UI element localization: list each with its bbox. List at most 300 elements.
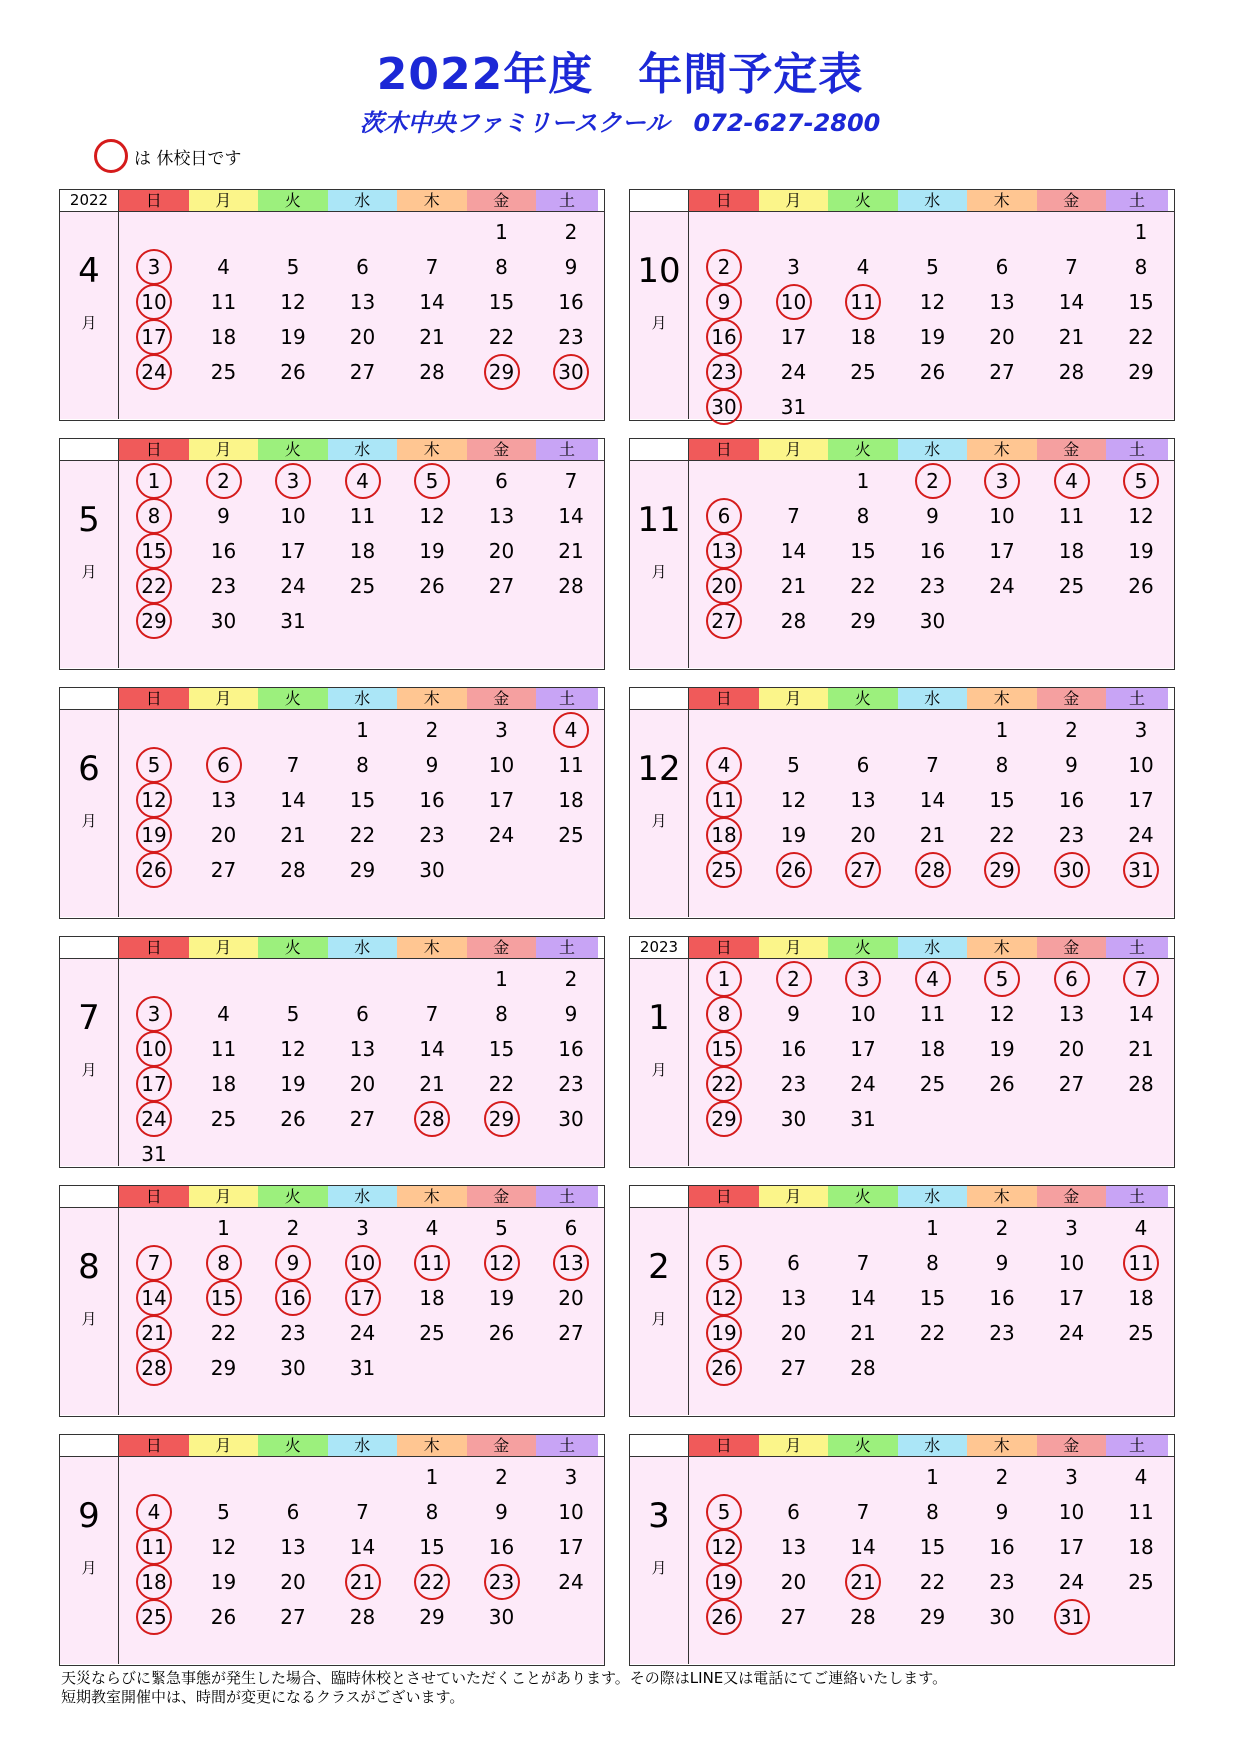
calendar-date: 21 [280,823,306,847]
month-kanji: 月 [651,1061,667,1079]
calendar-date: 15 [1128,290,1154,314]
weekday-cell: 木 [967,439,1037,460]
red-circle-icon [94,139,128,173]
month-calendar [629,1185,1175,1417]
holiday-date: 12 [134,783,174,817]
notes [61,1669,947,1707]
calendar-date: 4 [425,1216,439,1240]
calendar-date: 28 [419,360,445,384]
holiday-date: 13 [704,534,744,568]
legend [94,138,241,174]
holiday-date: 10 [343,1246,383,1280]
calendar-date: 2 [1065,718,1078,742]
calendar-date: 8 [926,1500,939,1524]
holiday-date: 29 [134,604,174,638]
weekday-cell: 日 [119,688,189,709]
calendar-date: 11 [1128,1500,1154,1524]
calendar-date: 11 [1058,504,1085,528]
calendar-date: 8 [1134,255,1148,279]
holiday-date: 21 [343,1565,383,1599]
weekday-cell: 日 [119,439,189,460]
holiday-date: 4 [551,713,591,747]
weekday-cell: 水 [328,190,398,211]
weekday-cell: 火 [828,688,898,709]
weekday-header [630,1186,1174,1208]
month-number: 3 [648,1496,670,1536]
weekday-cell: 金 [1037,937,1107,958]
weekday-header [60,688,604,710]
calendar-date: 21 [419,1072,445,1096]
weekday-cell: 金 [467,688,537,709]
year-label [60,937,119,958]
calendar-date: 16 [558,290,584,314]
weekday-cell: 土 [1106,190,1168,211]
month-label [60,959,119,1166]
weekday-cell: 火 [258,688,328,709]
calendar-date: 15 [349,788,376,812]
calendar-date: 14 [1058,290,1085,314]
calendar-date: 26 [1128,574,1154,598]
calendar-date: 25 [919,1072,946,1096]
calendar-date: 1 [495,967,508,991]
calendar-date: 31 [850,1107,876,1131]
calendar-date: 10 [850,1002,876,1026]
month-label [60,1208,119,1415]
holiday-date: 11 [412,1246,452,1280]
calendar-date: 17 [850,1037,876,1061]
calendar-date: 10 [1058,1500,1085,1524]
calendar-date: 18 [349,539,376,563]
calendar-date: 23 [919,574,946,598]
calendar-date: 16 [419,788,445,812]
calendar-date: 13 [349,1037,376,1061]
calendar-date: 9 [926,504,939,528]
weekday-cell: 土 [536,1435,598,1456]
calendar-date: 30 [280,1356,306,1380]
month-calendar [59,936,605,1168]
calendar-date: 28 [1128,1072,1154,1096]
month-body [60,212,604,419]
calendar-date: 17 [558,1535,584,1559]
calendar-date: 30 [419,858,445,882]
weekday-header [60,439,604,461]
calendar-date: 26 [919,360,946,384]
calendar-date: 26 [488,1321,515,1345]
month-calendar [59,1434,605,1666]
month-number: 7 [78,998,100,1038]
calendar-date: 5 [217,1500,230,1524]
calendar-date: 13 [349,290,376,314]
holiday-date: 12 [482,1246,522,1280]
holiday-date: 19 [134,818,174,852]
calendar-date: 23 [419,823,445,847]
calendar-date: 25 [210,360,237,384]
calendar-date: 23 [989,1570,1015,1594]
year-label [60,439,119,460]
calendar-date: 24 [558,1570,584,1594]
holiday-date: 20 [704,569,744,603]
weekday-cell: 月 [189,1186,259,1207]
holiday-date: 26 [134,853,174,887]
calendar-date: 14 [780,539,807,563]
calendar-date: 28 [1058,360,1085,384]
holiday-date: 15 [134,534,174,568]
calendar-date: 1 [1134,220,1148,244]
weekday-cell: 土 [1106,688,1168,709]
holiday-date: 2 [704,250,744,284]
calendar-date: 28 [850,1605,876,1629]
calendar-date: 24 [488,823,515,847]
month-number: 12 [637,749,681,789]
holiday-date: 4 [134,1495,174,1529]
holiday-date: 10 [134,1032,174,1066]
calendar-date: 19 [280,1072,306,1096]
holiday-date: 2 [913,464,953,498]
holiday-date: 22 [704,1067,744,1101]
calendar-date: 14 [419,290,445,314]
calendar-date: 29 [210,1356,237,1380]
calendar-date: 1 [356,718,369,742]
month-calendar [629,936,1175,1168]
calendar-date: 28 [349,1605,376,1629]
calendar-date: 10 [1128,753,1154,777]
calendar-date: 20 [989,325,1015,349]
calendar-date: 8 [995,753,1009,777]
calendar-date: 3 [1134,718,1148,742]
calendar-date: 15 [488,290,515,314]
calendar-date: 7 [425,1002,439,1026]
calendar-date: 13 [280,1535,306,1559]
holiday-date: 28 [913,853,953,887]
calendar-date: 4 [1134,1216,1148,1240]
calendar-date: 26 [989,1072,1015,1096]
calendar-date: 19 [488,1286,515,1310]
holiday-date: 5 [982,962,1022,996]
calendar-date: 17 [1058,1535,1085,1559]
weekday-cell: 土 [1106,1435,1168,1456]
calendar-date: 14 [419,1037,445,1061]
calendar-date: 24 [280,574,306,598]
calendar-date: 15 [989,788,1015,812]
calendar-date: 12 [780,788,807,812]
weekday-cell: 火 [828,1435,898,1456]
weekday-cell: 木 [967,688,1037,709]
weekday-cell: 水 [898,688,968,709]
holiday-date: 19 [704,1565,744,1599]
weekday-cell: 木 [967,1435,1037,1456]
month-kanji: 月 [651,1559,667,1577]
holiday-date: 22 [134,569,174,603]
note-line: 天災ならびに緊急事態が発生した場合、臨時休校とさせていただくことがあります。その際はLINE又は電話にてご連絡いたします。 [61,1669,948,1687]
weekday-cell: 木 [967,190,1037,211]
calendar-date: 26 [419,574,445,598]
month-label [630,1208,689,1415]
month-body [630,1457,1174,1664]
calendar-date: 6 [787,1251,800,1275]
holiday-date: 23 [704,355,744,389]
calendar-date: 6 [564,1216,578,1240]
calendar-date: 30 [210,609,237,633]
weekday-header [60,1435,604,1457]
holiday-date: 12 [704,1530,744,1564]
calendar-date: 27 [780,1605,807,1629]
weekday-cell: 火 [258,439,328,460]
month-calendar [59,189,605,421]
holiday-date: 29 [982,853,1022,887]
weekday-header [630,190,1174,212]
calendar-date: 9 [787,1002,800,1026]
calendar-date: 26 [210,1605,237,1629]
calendar-date: 31 [780,395,807,419]
calendar-date: 18 [1128,1535,1154,1559]
holiday-date: 6 [704,499,744,533]
month-kanji: 月 [651,812,667,830]
calendar-date: 6 [787,1500,800,1524]
year-label [60,1435,119,1456]
calendar-date: 28 [780,609,807,633]
calendar-date: 3 [356,1216,369,1240]
weekday-header [630,688,1174,710]
month-body [60,1208,604,1415]
calendar-date: 7 [286,753,300,777]
calendar-date: 9 [995,1251,1009,1275]
weekday-header [630,1435,1174,1457]
calendar-date: 16 [558,1037,584,1061]
calendar-date: 11 [210,290,237,314]
month-number: 4 [78,251,100,291]
calendar-date: 19 [780,823,807,847]
month-calendar [59,1185,605,1417]
calendar-date: 15 [919,1535,946,1559]
calendar-date: 11 [558,753,584,777]
calendar-date: 9 [564,255,578,279]
month-calendar [629,1434,1175,1666]
month-kanji: 月 [81,1559,97,1577]
calendar-date: 24 [1058,1570,1085,1594]
calendar-date: 12 [280,290,306,314]
weekday-cell: 水 [328,1186,398,1207]
calendar-date: 12 [989,1002,1015,1026]
calendar-date: 21 [919,823,946,847]
month-body [630,461,1174,668]
weekday-cell: 火 [828,937,898,958]
calendar-date: 20 [850,823,876,847]
calendar-date: 30 [919,609,946,633]
holiday-date: 5 [412,464,452,498]
holiday-date: 16 [704,320,744,354]
calendar-date: 24 [349,1321,376,1345]
calendar-date: 27 [1058,1072,1085,1096]
calendar-date: 12 [919,290,946,314]
weekday-cell: 水 [328,688,398,709]
weekday-cell: 日 [119,190,189,211]
calendar-date: 3 [495,718,508,742]
holiday-date: 26 [704,1600,744,1634]
month-number: 10 [637,251,681,291]
month-body [630,1208,1174,1415]
year-label [60,1186,119,1207]
calendar-date: 25 [1128,1570,1154,1594]
weekday-cell: 金 [1037,190,1107,211]
holiday-date: 2 [774,962,814,996]
weekday-cell: 土 [536,688,598,709]
holiday-date: 11 [1121,1246,1161,1280]
weekday-cell: 日 [689,1186,759,1207]
calendar-date: 22 [488,325,515,349]
weekday-cell: 月 [759,688,829,709]
calendar-date: 1 [926,1465,939,1489]
weekday-cell: 日 [689,1435,759,1456]
calendar-date: 11 [919,1002,946,1026]
weekday-cell: 水 [898,190,968,211]
holiday-date: 27 [704,604,744,638]
calendar-date: 19 [280,325,306,349]
calendar-date: 15 [419,1535,445,1559]
calendar-date: 23 [558,325,584,349]
calendar-date: 29 [1128,360,1154,384]
calendar-date: 10 [488,753,515,777]
weekday-cell: 木 [967,1186,1037,1207]
holiday-date: 3 [982,464,1022,498]
holiday-date: 3 [843,962,883,996]
calendar-date: 20 [558,1286,584,1310]
calendar-date: 16 [989,1286,1015,1310]
holiday-date: 5 [134,748,174,782]
holiday-date: 23 [482,1565,522,1599]
month-label [60,1457,119,1664]
calendar-date: 7 [425,255,439,279]
calendar-date: 21 [780,574,807,598]
holiday-date: 9 [704,285,744,319]
month-calendar [629,189,1175,421]
holiday-date: 29 [704,1102,744,1136]
weekday-cell: 水 [898,1186,968,1207]
calendar-date: 13 [850,788,876,812]
holiday-date: 21 [843,1565,883,1599]
calendar-date: 23 [280,1321,306,1345]
calendar-date: 14 [919,788,946,812]
holiday-date: 8 [704,997,744,1031]
holiday-date: 26 [774,853,814,887]
holiday-date: 12 [704,1281,744,1315]
calendar-date: 13 [780,1286,807,1310]
calendar-date: 31 [349,1356,376,1380]
month-body [60,461,604,668]
holiday-date: 5 [704,1495,744,1529]
calendar-date: 22 [488,1072,515,1096]
holiday-date: 26 [704,1351,744,1385]
weekday-cell: 火 [258,190,328,211]
calendar-date: 19 [1128,539,1154,563]
calendar-date: 20 [210,823,237,847]
weekday-cell: 月 [189,688,259,709]
weekday-cell: 金 [1037,1186,1107,1207]
weekday-cell: 木 [397,688,467,709]
calendar-date: 13 [488,504,515,528]
holiday-date: 7 [134,1246,174,1280]
calendar-date: 25 [850,360,876,384]
weekday-cell: 土 [1106,439,1168,460]
calendar-date: 10 [280,504,306,528]
calendar-date: 19 [989,1037,1015,1061]
month-calendar [629,438,1175,670]
month-label [630,710,689,917]
calendar-date: 1 [495,220,508,244]
calendar-date: 24 [989,574,1015,598]
calendar-date: 25 [210,1107,237,1131]
calendar-date: 15 [850,539,876,563]
weekday-cell: 火 [258,937,328,958]
calendar-date: 9 [495,1500,508,1524]
calendar-date: 6 [356,255,369,279]
holiday-date: 5 [1121,464,1161,498]
weekday-cell: 火 [258,1435,328,1456]
calendar-date: 2 [564,220,578,244]
holiday-date: 29 [482,1102,522,1136]
calendar-date: 13 [780,1535,807,1559]
calendar-date: 8 [856,504,870,528]
calendar-date: 19 [919,325,946,349]
holiday-date: 18 [134,1565,174,1599]
calendar-date: 9 [995,1500,1009,1524]
calendar-date: 1 [856,469,870,493]
weekday-header [630,937,1174,959]
calendar-date: 18 [558,788,584,812]
calendar-date: 23 [210,574,237,598]
calendar-date: 31 [280,609,306,633]
calendar-date: 9 [217,504,230,528]
calendar-date: 22 [989,823,1015,847]
holiday-date: 3 [134,997,174,1031]
holiday-date: 8 [134,499,174,533]
calendar-date: 20 [280,1570,306,1594]
weekday-cell: 火 [828,1186,898,1207]
calendar-date: 23 [558,1072,584,1096]
calendar-date: 10 [1058,1251,1085,1275]
calendar-date: 23 [1058,823,1085,847]
calendar-date: 28 [280,858,306,882]
calendar-date: 7 [856,1500,870,1524]
month-calendar [59,438,605,670]
calendar-date: 18 [919,1037,946,1061]
weekday-cell: 月 [759,439,829,460]
holiday-date: 19 [704,1316,744,1350]
calendar-date: 27 [280,1605,306,1629]
calendar-date: 21 [850,1321,876,1345]
calendar-date: 29 [349,858,376,882]
holiday-date: 9 [273,1246,313,1280]
calendar-date: 13 [989,290,1015,314]
month-label [630,461,689,668]
calendar-date: 30 [558,1107,584,1131]
calendar-date: 2 [995,1216,1009,1240]
year-label: 2022 [60,190,119,211]
calendar-date: 8 [356,753,369,777]
calendar-date: 20 [780,1570,807,1594]
calendar-date: 18 [210,1072,237,1096]
calendar-date: 6 [495,469,508,493]
calendar-date: 26 [280,1107,306,1131]
weekday-cell: 金 [1037,1435,1107,1456]
month-number: 5 [78,500,100,540]
weekday-cell: 水 [328,937,398,958]
calendar-date: 13 [1058,1002,1085,1026]
holiday-date: 25 [134,1600,174,1634]
month-body [60,1457,604,1664]
holiday-date: 30 [704,390,744,424]
calendar-date: 16 [488,1535,515,1559]
calendar-date: 17 [280,539,306,563]
